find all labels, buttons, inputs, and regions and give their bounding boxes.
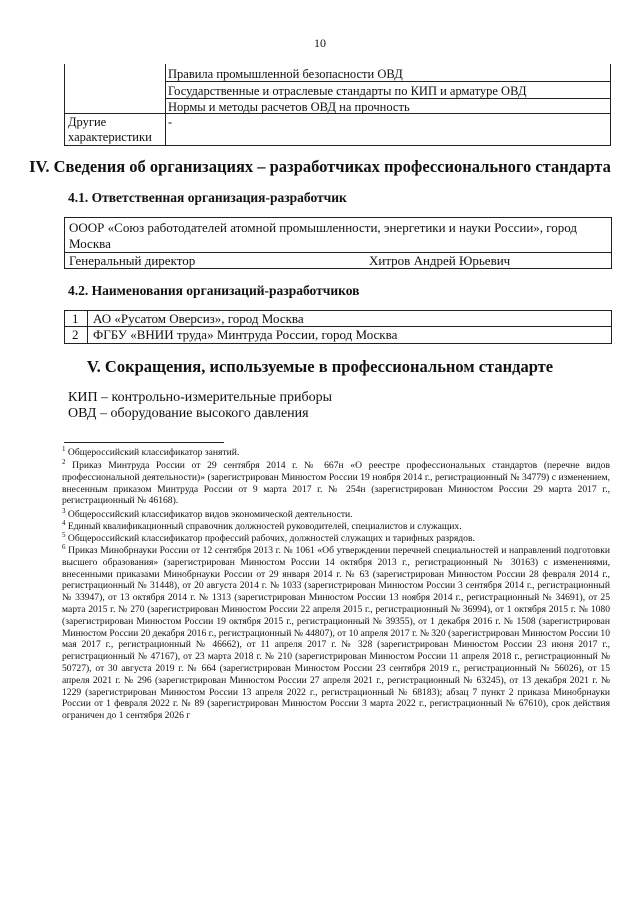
developers-table — [64, 310, 612, 344]
abbreviation-item: ОВД – оборудование высокого давления — [68, 406, 309, 421]
other-label: Другие — [68, 115, 107, 129]
developer-number: 2 — [72, 327, 79, 342]
table-border-left — [64, 64, 65, 146]
other-value: - — [168, 115, 173, 129]
footnote: $^3$ Общероссийский классификатор видов экономической деятельности. — [62, 506, 353, 520]
page-number: 10 — [314, 36, 326, 50]
table-row: Государственные и отраслевые стандарты по КИП и арматуре ОВД — [168, 84, 527, 98]
director-position: Генеральный директор — [69, 253, 196, 268]
responsible-org-box — [64, 217, 612, 269]
characteristics-table — [64, 64, 611, 146]
footnote: $^1$ Общероссийский классификатор занятий. — [62, 444, 240, 458]
developer-name: ФГБУ «ВНИИ труда» Минтруда России, город Москва — [93, 327, 398, 342]
section-4-1-title: 4.1. Ответственная организация-разработчик — [68, 190, 347, 205]
other-label: характеристики — [68, 130, 152, 144]
org-name-line: Москва — [69, 236, 111, 251]
developer-name: АО «Русатом Оверсиз», город Москва — [93, 311, 304, 326]
table-divider — [165, 64, 166, 146]
abbreviation-item: КИП – контрольно-измерительные приборы — [68, 390, 332, 405]
director-name: Хитров Андрей Юрьевич — [369, 253, 511, 268]
table-row: Нормы и методы расчетов ОВД на прочность — [168, 100, 410, 114]
table-row: Правила промышленной безопасности ОВД — [168, 67, 403, 81]
table-row-line — [64, 145, 611, 146]
footnote: $^4$ Единый квалификационный справочник должностей руководителей, специалистов и служащих. — [62, 518, 462, 532]
table-border-right — [610, 64, 611, 146]
footnote: $^2$ Приказ Минтруда России от 29 сентября 2014 г. № 667н «О реестре профессиональных стандартов (перечне видов профессиональной деятельности)» (зарегистрирован Минюстом России 19 ноября 2014 г., регистрационный № 34779) с изменением, внесенным приказом Минтруда России от 9 марта 2017 г. № 254н (зарегистрирован Минюстом России 29 марта 2017 г., регистрационный № 46168). — [62, 457, 610, 507]
developer-number: 1 — [72, 311, 79, 326]
footnote: $^6$ Приказ Минобрнауки России от 12 сентября 2013 г. № 1061 «Об утверждении перечней специальностей и направлений подготовки высшего образования» (зарегистрирован Минюстом России 14 октября 2013 г., регистрационный № 30163) с изменениями, внесенными приказами Минобрнауки России от 29 января 2014 г. № 63 (зарегистрирован Минюстом России 28 февраля 2014 г., регистрационный № 31448), от 20 августа 2014 г. № 1033 (зарегистрирован Минюстом России 3 сентября 2014 г., регистрационный № 33947), от 13 октября 2014 г. № 1313 (зарегистрирован Минюстом России 13 ноября 2014 г., регистрационный № 34691), от 25 марта 2015 г. № 270 (зарегистрирован Минюстом России 22 апреля 2015 г., регистрационный № 36994), от 1 октября 2015 г. № 1080 (зарегистрирован Минюстом России 19 октября 2015 г., регистрационный № 39355), от 1 декабря 2016 г. № 1508 (зарегистрирован Минюстом России 20 декабря 2016 г., регистрационный № 44807), от 10 апреля 2017 г. № 320 (зарегистрирован Минюстом России 10 мая 2017 г., регистрационный № 46662), от 11 апреля 2017 г. № 328 (зарегистрирован Минюстом России 23 июня 2017 г., регистрационный № 47167), от 23 марта 2018 г. № 210 (зарегистрирован Минюстом России 11 апреля 2018 г., регистрационный № 50727), от 30 августа 2019 г. № 664 (зарегистрирован Минюстом России 23 сентября 2019 г., регистрационный № 56026), от 15 апреля 2021 г. № 296 (зарегистрирован Минюстом России 27 апреля 2021 г., регистрационный № 63245), от 13 декабря 2021 г. № 1229 (зарегистрирован Минюстом России 13 апреля 2022 г., регистрационный № 68183); абзац 7 пункт 2 приказа Минобрнауки России от 1 февраля 2022 г. № 89 (зарегистрирован Минюстом России 3 марта 2022 г., регистрационный № 67610), срок действия ограничен до 1 сентября 2026 г — [62, 542, 610, 722]
section-4-2-title: 4.2. Наименования организаций-разработчиков — [68, 283, 360, 298]
section-5-title: V. Сокращения, используемые в профессиональном стандарте — [86, 357, 554, 376]
footnote: $^5$ Общероссийский классификатор профессий рабочих, должностей служащих и тарифных разрядов. — [62, 530, 475, 544]
org-name-line: ОООР «Союз работодателей атомной промышленности, энергетики и науки России», город — [69, 220, 578, 235]
footnote-separator — [64, 442, 224, 443]
developers-divider — [87, 311, 88, 343]
section-4-title: IV. Сведения об организациях – разработчиках профессионального стандарта — [29, 157, 611, 176]
